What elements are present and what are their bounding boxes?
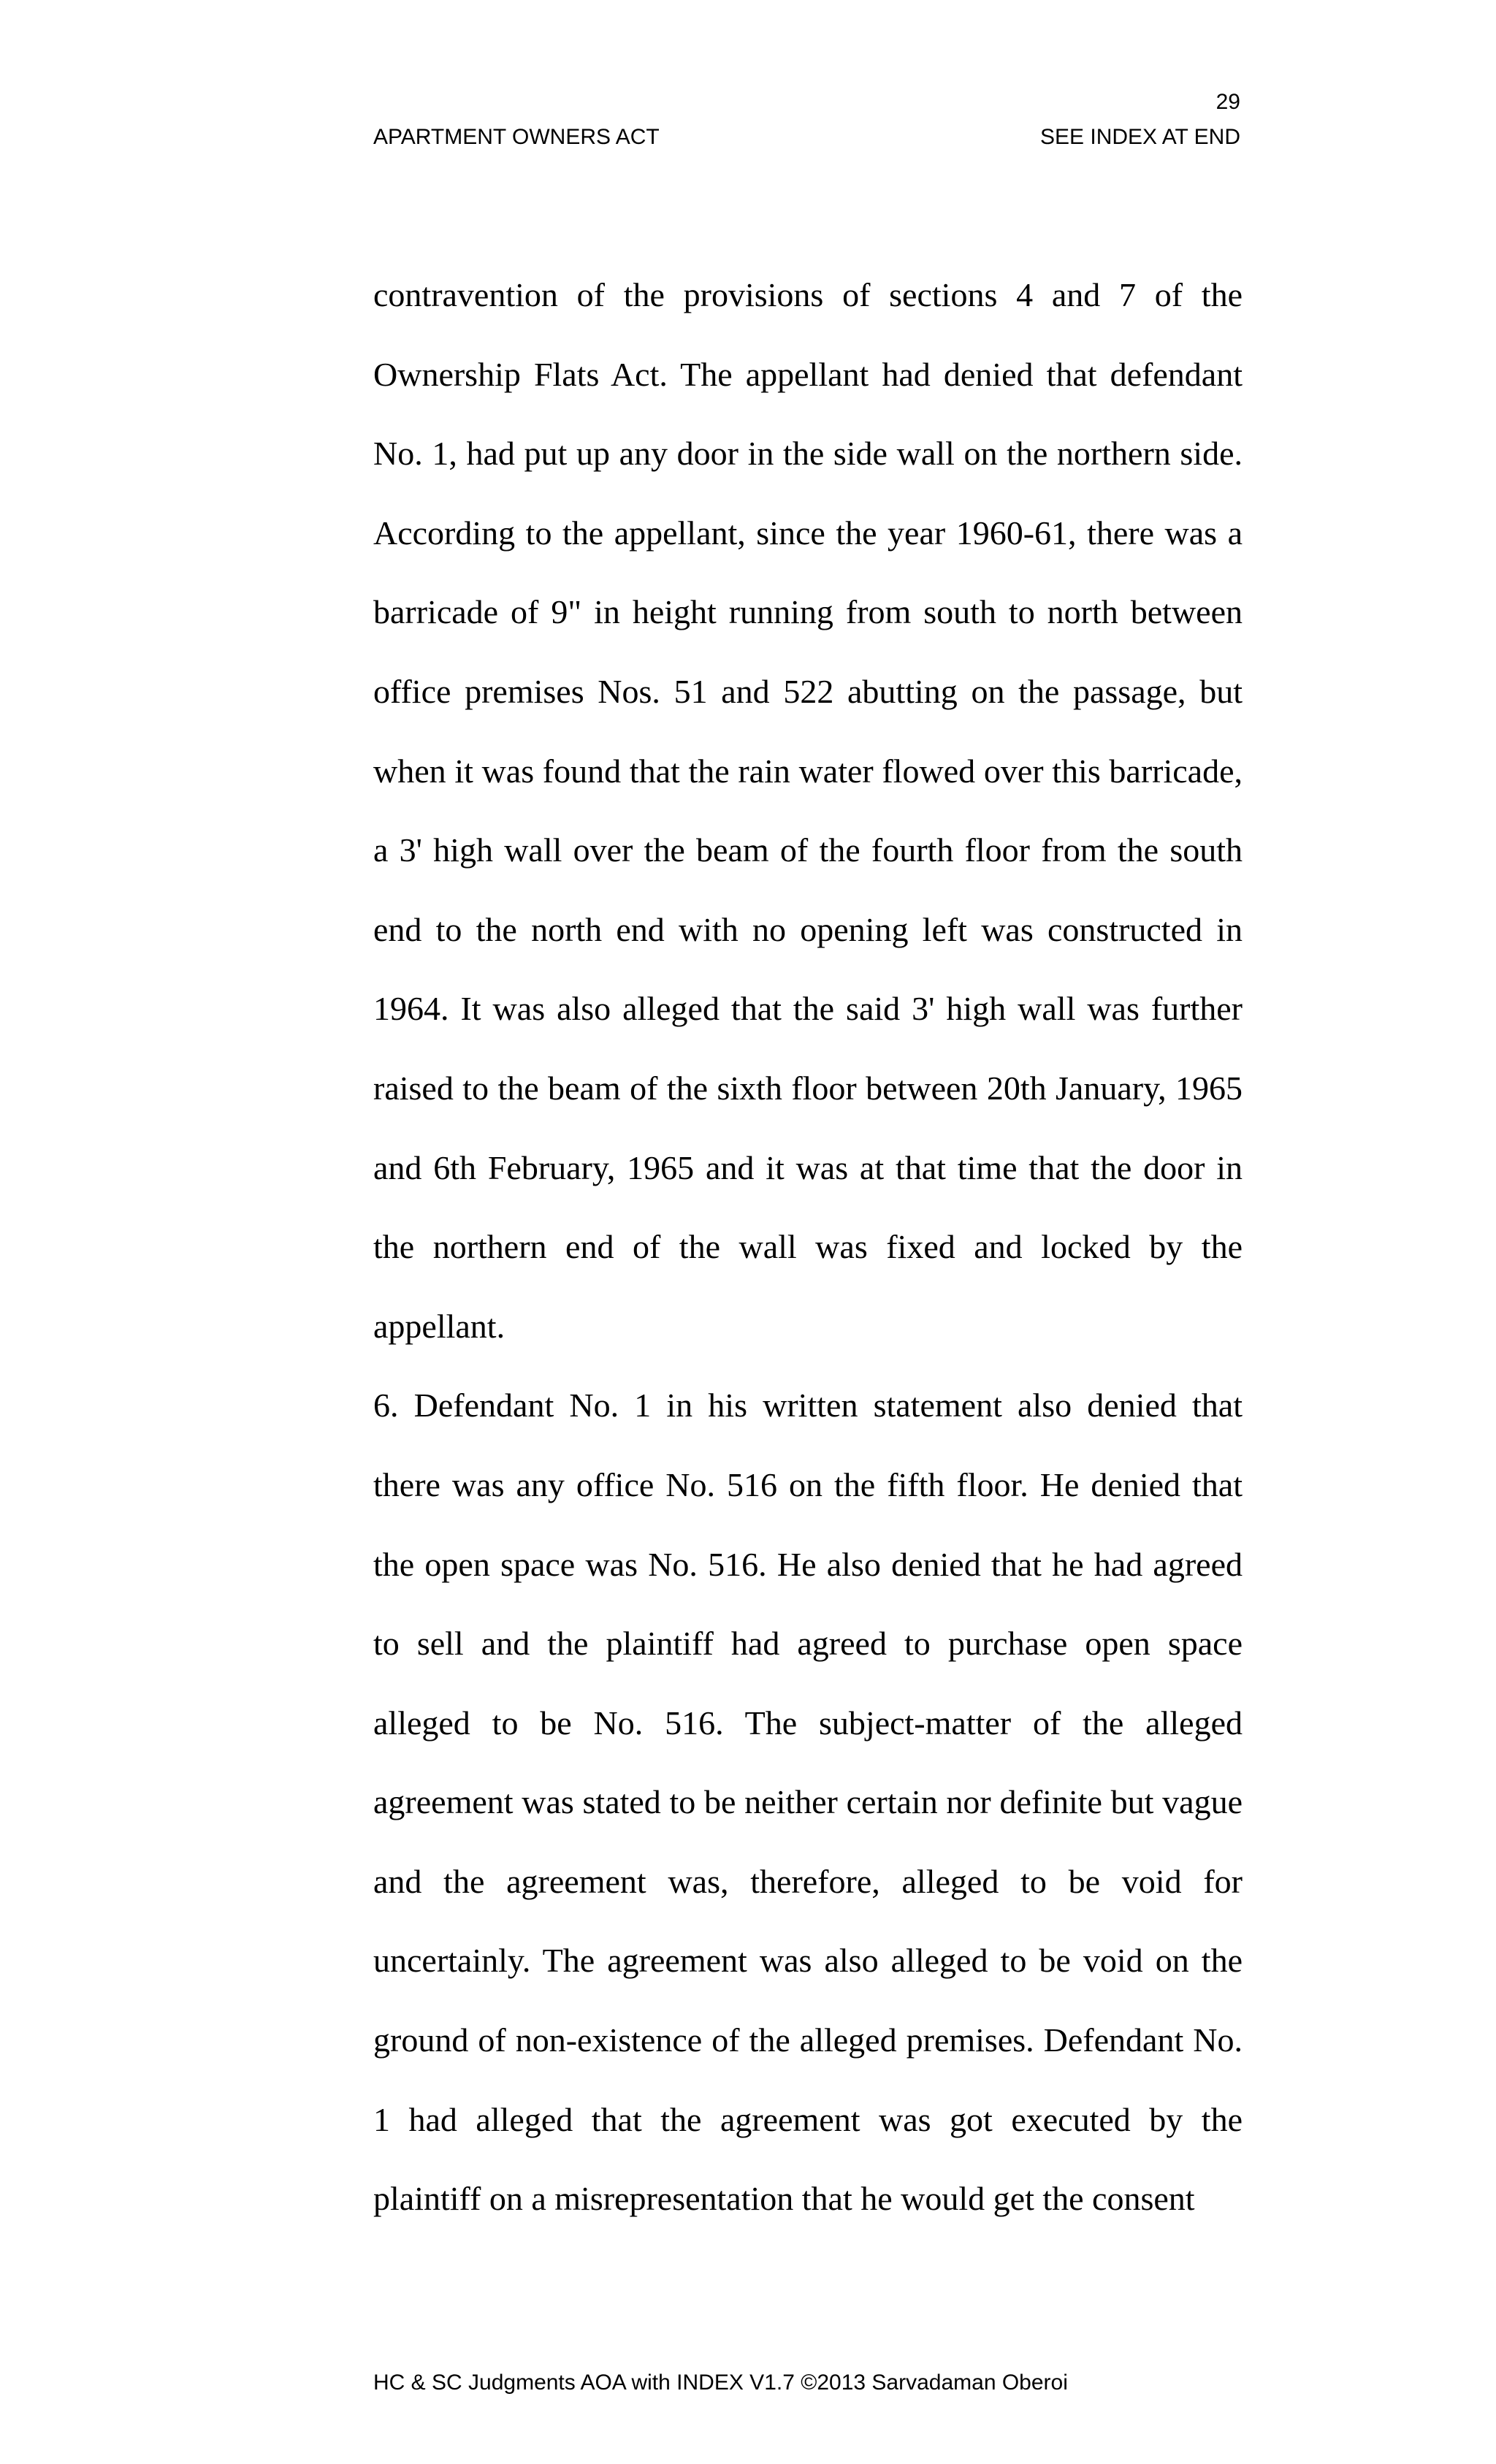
paragraph-continuation: contravention of the provisions of sections 4 and 7 of the Ownership Flats Act. The appellant had denied that defendant No. 1, had put up any door in the side wall on the northern side. According to the appellant, since the year 1960-61, there was a barricade of 9" in height running from south to north between office premises Nos. 51 and 522 abutting on the passage, but when it was found that the rain water flowed over this barricade, a 3' high wall over the beam of the fourth floor from the south end to the north end with no opening left was constructed in 1964. It was also alleged that the said 3' high wall was further raised to the beam of the sixth floor between 20th January, 1965 and 6th February, 1965 and it was at that time that the door in the northern end of the wall was fixed and locked by the appellant. [373, 276, 1243, 1345]
running-header-index-note: SEE INDEX AT END [1040, 125, 1240, 149]
paragraph-6: 6. Defendant No. 1 in his written statement also denied that there was any office No. 516 on the fifth floor. He denied that the open space was No. 516. He also denied that he had agreed to sell and the plaintiff had agreed to purchase open space alleged to be No. 516. The subject-matter of the alleged agreement was stated to be neither certain nor definite but vague and the agreement was, therefore, alleged to be void for uncertainly. The agreement was also alleged to be void on the ground of non-existence of the alleged premises. Defendant No. 1 had alleged that the agreement was got executed by the plaintiff on a misrepresentation that he would get the consent [373, 1387, 1243, 2218]
page-footer: HC & SC Judgments AOA with INDEX V1.7 ©2013 Sarvadaman Oberoi [373, 2370, 1068, 2395]
running-header-title: APARTMENT OWNERS ACT [373, 125, 660, 149]
document-body [373, 256, 1243, 2239]
page-number: 29 [1216, 90, 1240, 114]
